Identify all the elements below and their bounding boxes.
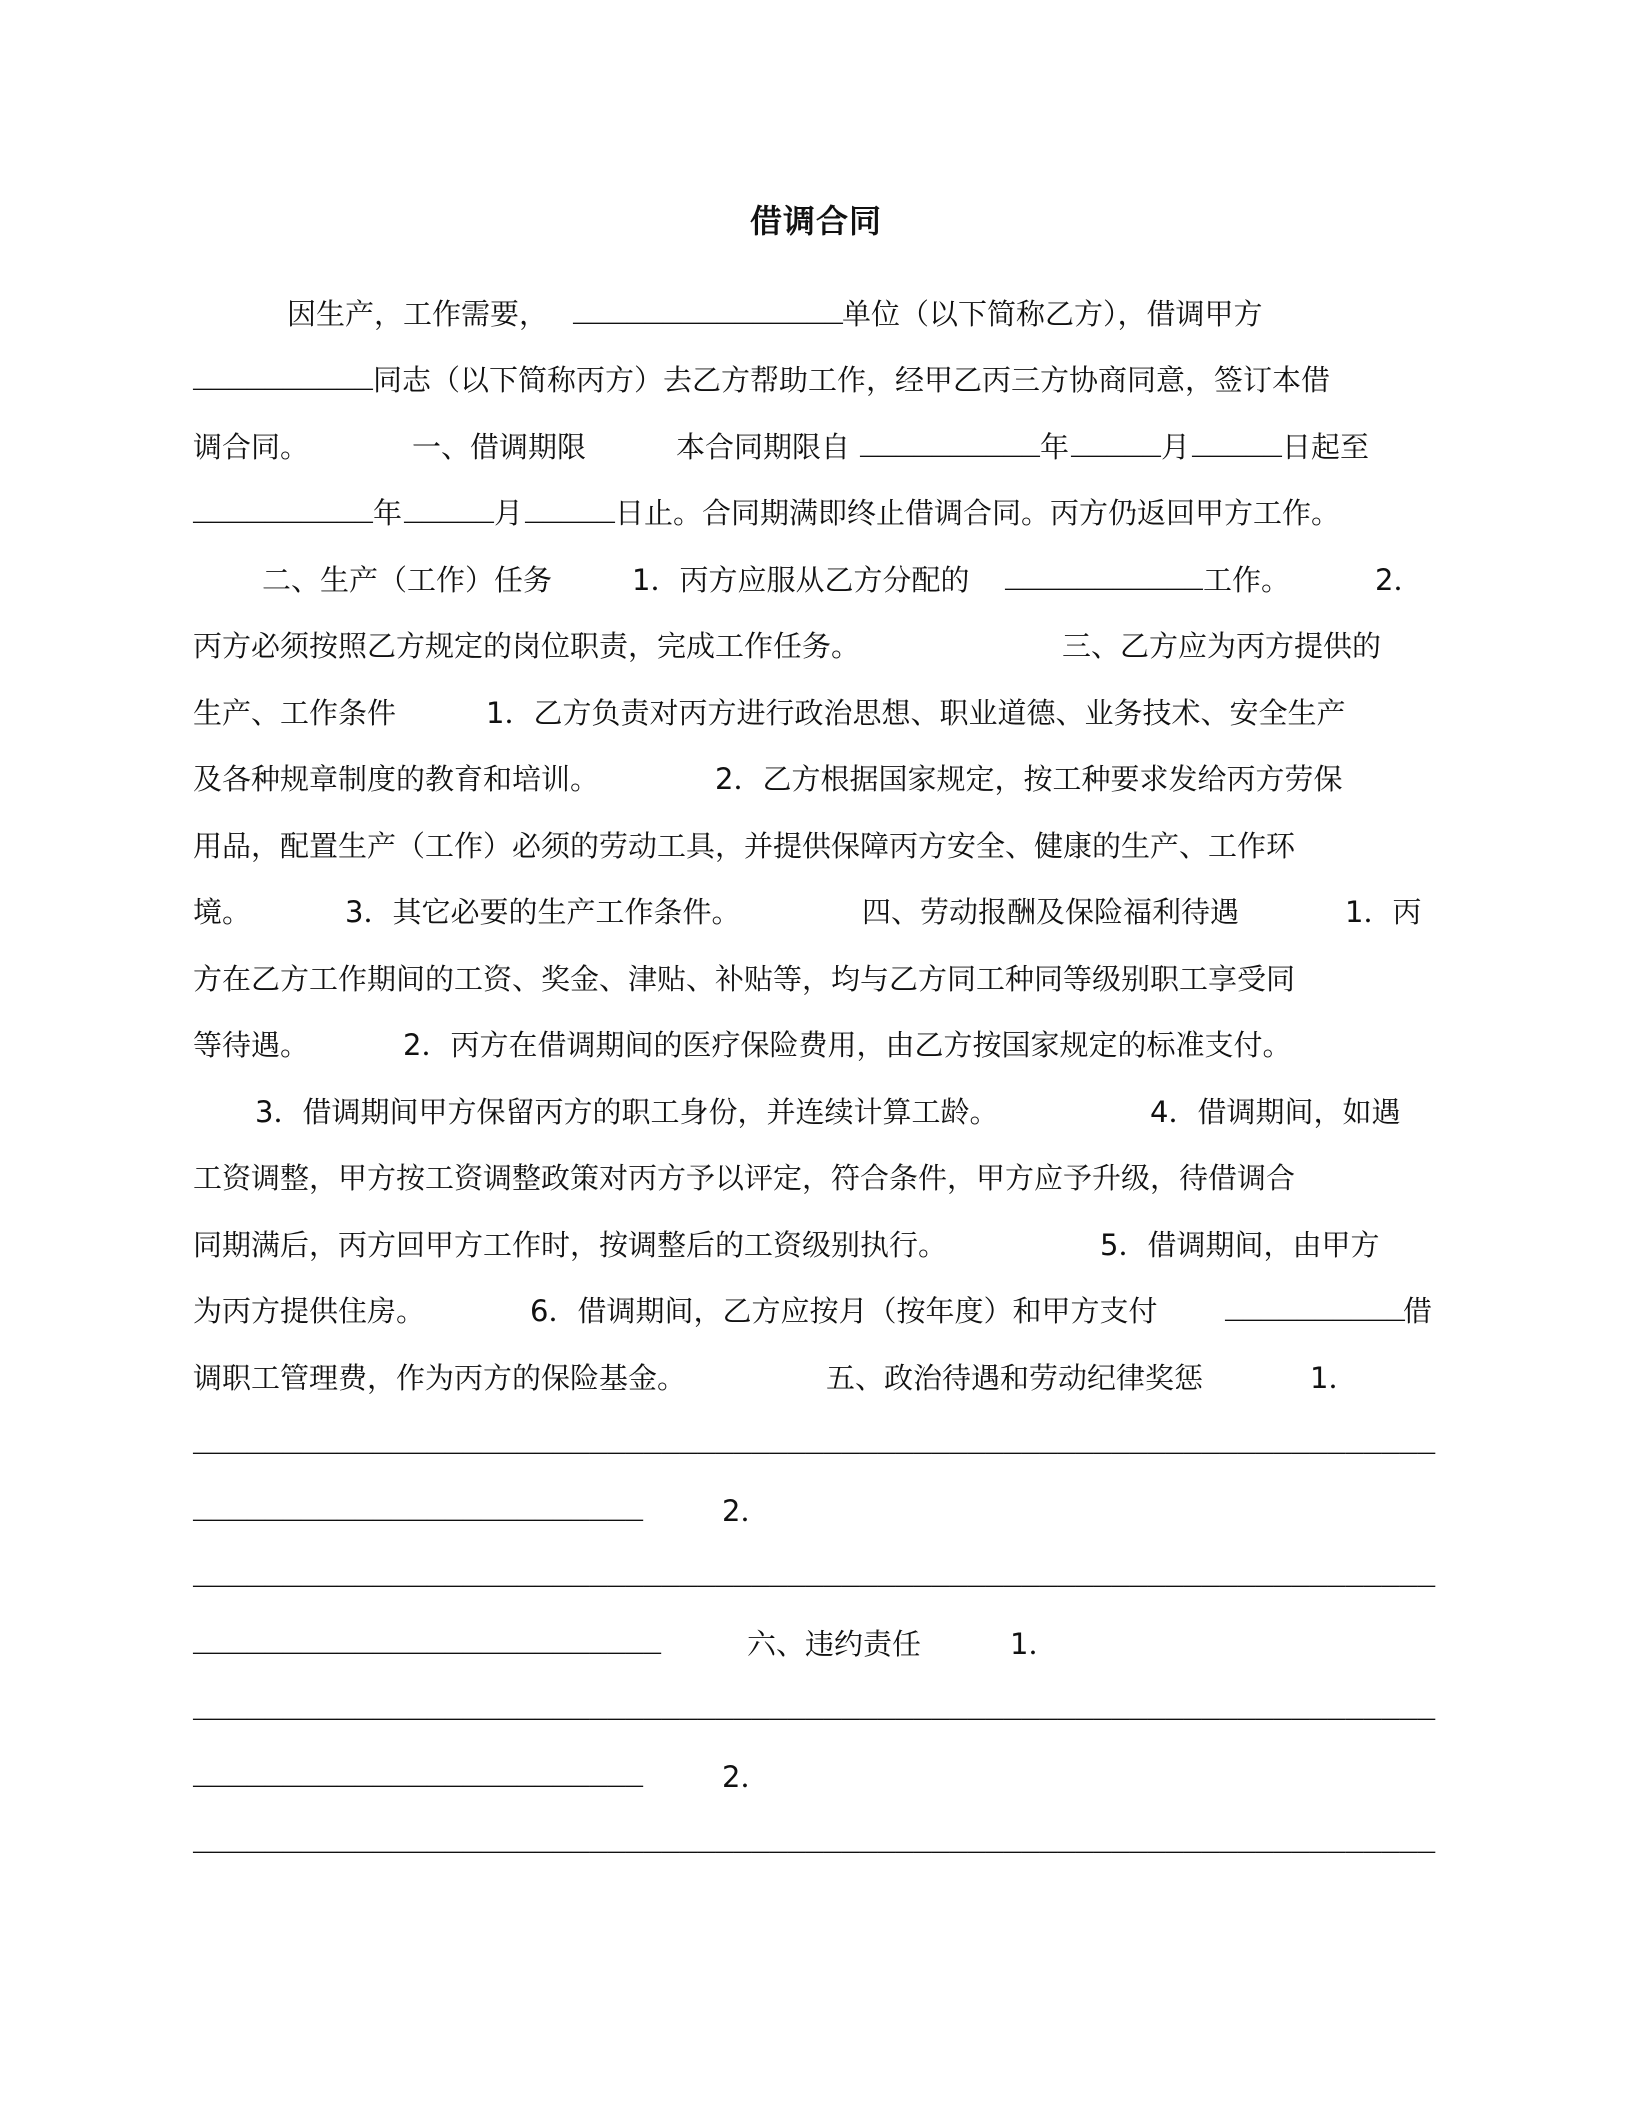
blank-line [0, 1757, 1632, 1797]
section-heading-1: 一、借调期限 [412, 430, 587, 464]
fill-in-blank-line[interactable]: _________________________ [193, 1760, 644, 1794]
fill-in-blank-line[interactable]: _____________________________________________________________________ [193, 1826, 1436, 1860]
text-line [0, 693, 1632, 733]
text-line [0, 1225, 1632, 1265]
text-line [0, 360, 1632, 400]
line-text: 1．乙方负责对丙方进行政治思想、职业道德、业务技术、安全生产 [486, 696, 1346, 730]
line-text: 本合同期限自 [676, 430, 851, 464]
line-text: 2． [722, 1760, 770, 1794]
text-line [0, 826, 1632, 866]
line-text: 6．借调期间，乙方应按月（按年度）和甲方支付 [530, 1294, 1158, 1328]
line-text: 同期满后，丙方回甲方工作时，按调整后的工资级别执行。 [193, 1228, 948, 1262]
blank-line [0, 1491, 1632, 1531]
fill-in-blank-start-year[interactable]: __________ [860, 430, 1041, 464]
line-text: 日止。合同期满即终止借调合同。丙方仍返回甲方工作。 [615, 496, 1341, 530]
blank-line [0, 1624, 1632, 1664]
line-text: 3．其它必要的生产工作条件。 [345, 895, 741, 929]
fill-in-blank-line[interactable]: __________________________ [193, 1627, 662, 1661]
line-text: 丙方必须按照乙方规定的岗位职责，完成工作任务。 [193, 629, 861, 663]
line-text: 4．借调期间，如遇 [1150, 1095, 1401, 1129]
line-text: 1．丙方应服从乙方分配的 [632, 563, 970, 597]
fill-in-blank-start-month[interactable]: _____ [1071, 430, 1162, 464]
line-text: 5．借调期间，由甲方 [1100, 1228, 1380, 1262]
text-line [0, 1025, 1632, 1065]
line-text: 年 [373, 496, 403, 530]
document-title: 借调合同 [749, 202, 882, 240]
fill-in-blank-start-day[interactable]: _____ [1192, 430, 1283, 464]
blank-line [0, 1690, 1632, 1730]
text-line [0, 1092, 1632, 1132]
line-text: 2．丙方在借调期间的医疗保险费用，由乙方按国家规定的标准支付。 [403, 1028, 1292, 1062]
line-text: 境。 [193, 895, 252, 929]
text-line [0, 1358, 1632, 1398]
blank-line [0, 1823, 1632, 1863]
fill-in-blank-unit[interactable]: _______________ [573, 297, 844, 331]
line-text: 等待遇。 [193, 1028, 310, 1062]
line-text: 3．借调期间甲方保留丙方的职工身份，并连续计算工龄。 [255, 1095, 999, 1129]
fill-in-blank-end-year[interactable]: __________ [193, 496, 374, 530]
fill-in-blank-job[interactable]: ___________ [1005, 563, 1204, 597]
text-line [0, 560, 1632, 600]
line-text: 日起至 [1282, 430, 1370, 464]
text-line [0, 427, 1632, 467]
section-heading-5: 五、政治待遇和劳动纪律奖惩 [826, 1361, 1204, 1395]
text-line [0, 892, 1632, 932]
fill-in-blank-person[interactable]: __________ [193, 363, 374, 397]
fill-in-blank-line[interactable]: _________________________ [193, 1494, 644, 1528]
line-text: 因生产，工作需要， [287, 297, 549, 331]
text-line [0, 1291, 1632, 1331]
text-line [0, 493, 1632, 533]
line-text: 工资调整，甲方按工资调整政策对丙方予以评定，符合条件，甲方应予升级，待借调合 [193, 1161, 1296, 1195]
fill-in-blank-line[interactable]: _____________________________________________________________________ [193, 1427, 1436, 1461]
line-text: 方在乙方工作期间的工资、奖金、津贴、补贴等，均与乙方同工种同等级别职工享受同 [193, 962, 1296, 996]
blank-line [0, 1424, 1632, 1464]
line-text: 工作。 [1203, 563, 1291, 597]
line-text: 2． [722, 1494, 770, 1528]
line-text: 年 [1040, 430, 1070, 464]
line-text: 1．丙 [1345, 895, 1422, 929]
line-text: 单位（以下简称乙方），借调甲方 [842, 297, 1263, 331]
fill-in-blank-fee[interactable]: __________ [1225, 1294, 1406, 1328]
text-line [0, 759, 1632, 799]
blank-line [0, 1557, 1632, 1597]
line-text: 2．乙方根据国家规定，按工种要求发给丙方劳保 [715, 762, 1343, 796]
fill-in-blank-line[interactable]: _____________________________________________________________________ [193, 1560, 1436, 1594]
line-text: 及各种规章制度的教育和培训。 [193, 762, 600, 796]
fill-in-blank-end-month[interactable]: _____ [404, 496, 495, 530]
line-text: 1． [1310, 1361, 1358, 1395]
fill-in-blank-line[interactable]: _____________________________________________________________________ [193, 1693, 1436, 1727]
line-text: 借 [1403, 1294, 1433, 1328]
text-line [0, 959, 1632, 999]
text-line [0, 626, 1632, 666]
line-text: 同志（以下简称丙方）去乙方帮助工作，经甲乙丙三方协商同意，签订本借 [373, 363, 1331, 397]
section-heading-4: 四、劳动报酬及保险福利待遇 [862, 895, 1240, 929]
line-text: 调职工管理费，作为丙方的保险基金。 [193, 1361, 687, 1395]
line-text: 1． [1010, 1627, 1058, 1661]
section-heading-2: 二、生产（工作）任务 [262, 563, 553, 597]
section-heading-3: 三、乙方应为丙方提供的 [1062, 629, 1382, 663]
section-heading-6: 六、违约责任 [747, 1627, 922, 1661]
line-text: 为丙方提供住房。 [193, 1294, 426, 1328]
text-line [0, 294, 1632, 334]
line-text: 用品，配置生产（工作）必须的劳动工具，并提供保障丙方安全、健康的生产、工作环 [193, 829, 1296, 863]
fill-in-blank-end-day[interactable]: _____ [525, 496, 616, 530]
line-text: 月 [494, 496, 524, 530]
text-line [0, 1158, 1632, 1198]
line-text: 月 [1161, 430, 1191, 464]
line-text: 调合同。 [193, 430, 310, 464]
line-text: 2． [1375, 563, 1423, 597]
line-text: 生产、工作条件 [193, 696, 397, 730]
